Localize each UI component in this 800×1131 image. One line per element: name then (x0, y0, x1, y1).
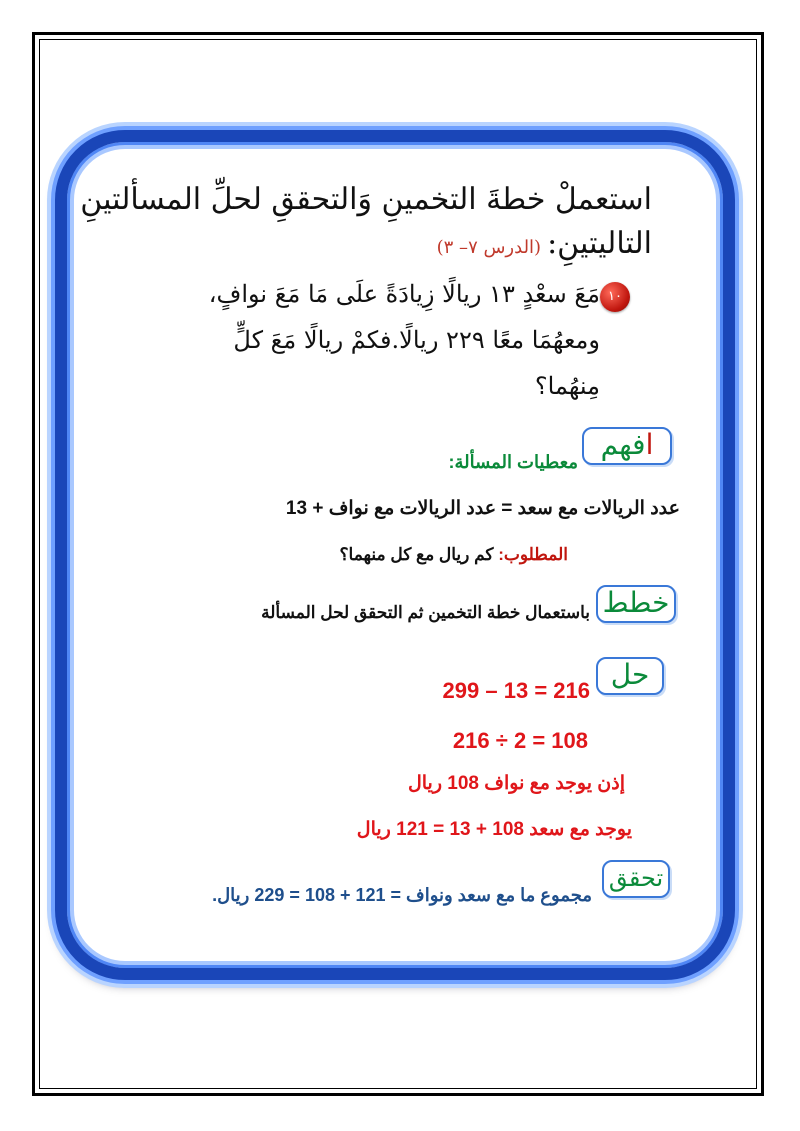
instruction-heading-text: التاليتينِ: (547, 226, 652, 261)
understand-tag-alef: ا (645, 428, 654, 461)
required-label: المطلوب: (498, 545, 568, 564)
problem-line-3: مِنهُما؟ (534, 372, 600, 400)
plan-tag: خطط (596, 585, 676, 623)
problem-number-badge: ١٠ (600, 282, 630, 312)
solve-tag: حل (596, 657, 664, 695)
instruction-heading-line2 (437, 226, 652, 261)
problem-line-1: مَعَ سعْدٍ ١٣ ريالًا زِيادَةً علَى مَا مَعَ نوافٍ، (208, 280, 600, 308)
understand-tag (582, 427, 672, 465)
solution-step-1: 216 = 13 – 299 (442, 678, 590, 703)
givens-relation: عدد الريالات مع سعد = عدد الريالات مع نواف + 13 (285, 498, 680, 519)
plan-text: باستعمال خطة التخمين ثم التحقق لحل المسألة (261, 603, 590, 622)
required-text: كم ريال مع كل منهما؟ (339, 545, 499, 564)
understand-tag-rest: فهم (600, 428, 646, 461)
problem-line-2: ومعهُمَا معًا ٢٢٩ ريالًا.فكمْ ريالًا مَعَ كلٍّ (233, 326, 600, 354)
lesson-reference: (الدرس ٧– ٣) (436, 237, 542, 258)
check-tag: تحقق (602, 860, 670, 898)
solution-step-3: إذن يوجد مع نواف 108 ريال (407, 773, 625, 794)
givens-label: معطيات المسألة: (448, 452, 578, 472)
instruction-heading-line1: استعملْ خطةَ التخمينِ وَالتحققِ لحلِّ المسألتينِ (80, 182, 652, 217)
solution-step-4: يوجد مع سعد 108 + 13 = 121 ريال (356, 819, 632, 840)
instruction-heading (80, 182, 652, 217)
solution-step-2: 108 = 2 ÷ 216 (452, 728, 588, 753)
required-line (340, 545, 569, 565)
check-text: مجموع ما مع سعد ونواف = 121 + 108 = 229 ريال. (212, 885, 592, 905)
